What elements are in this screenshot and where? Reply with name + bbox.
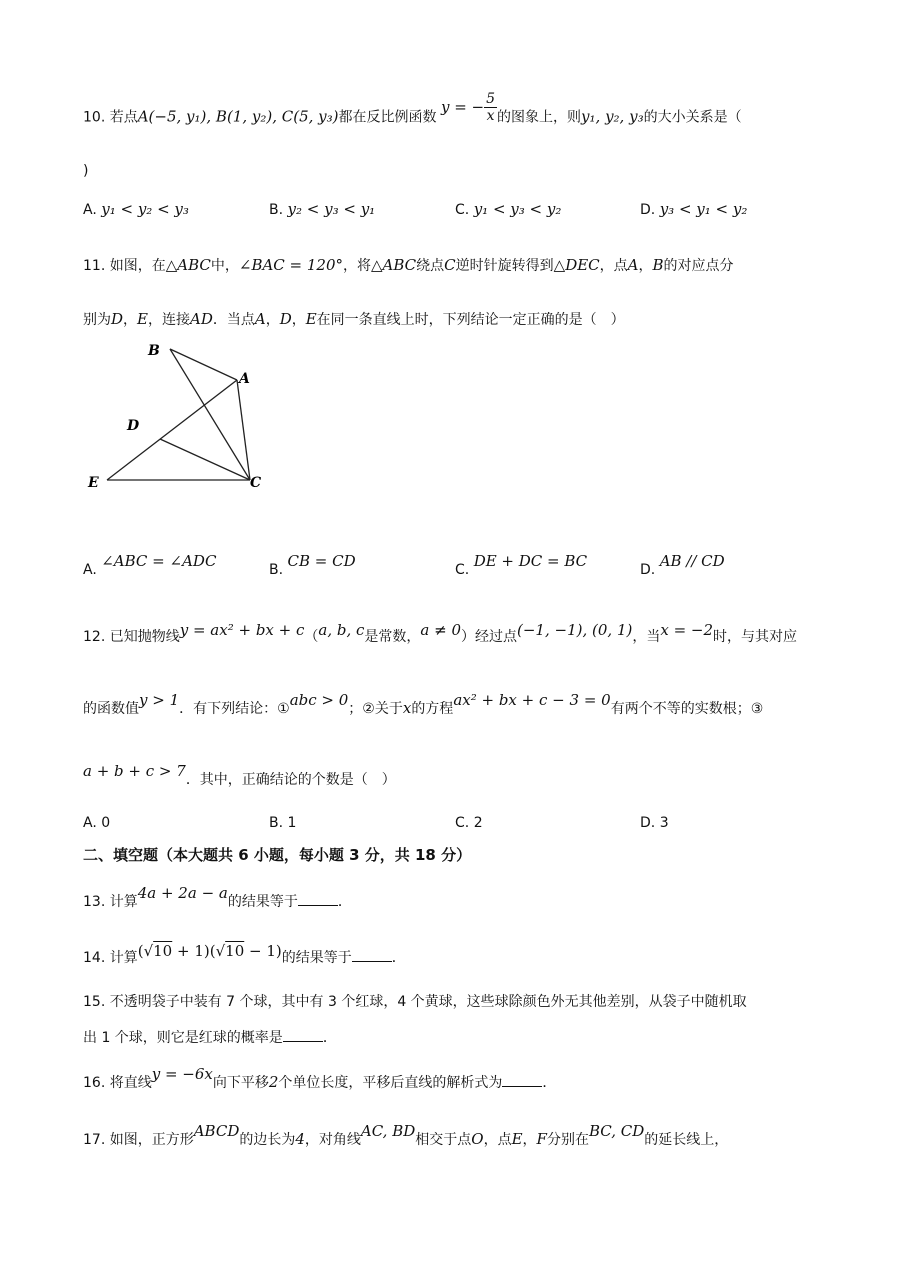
section-title: 二、填空题（本大题共 6 小题，每小题 3 分，共 18 分） [83, 846, 472, 864]
label-C: C [250, 475, 262, 491]
q10-option-b[interactable]: B. y₂ < y₃ < y₁ [269, 200, 376, 218]
q10-points: A(−5, y₁), B(1, y₂), C(5, y₃) [137, 107, 339, 126]
answer-blank[interactable] [502, 1074, 542, 1087]
q10-close: ) [83, 163, 89, 179]
answer-blank[interactable] [298, 893, 338, 906]
q15-line1: 15. 不透明袋子中装有 7 个球，其中有 3 个红球，4 个黄球，这些球除颜色外无其他差别，从袋子中随机取 [83, 994, 747, 1010]
q11-option-b[interactable]: B. CB = CD [269, 552, 356, 578]
q10-function: y = − $\frac{5}{x}$ [440, 91, 496, 124]
q12-option-d[interactable]: D. 3 [640, 815, 669, 831]
label-E: E [88, 475, 99, 491]
q17-line1: 17. 如图，正方形ABCD的边长为4，对角线AC, BD相交于点O，点E，F分别在BC, CD的延长线上， [83, 1122, 729, 1148]
answer-blank[interactable] [283, 1029, 323, 1042]
q14-expr: (√10 + 1)(√10 − 1) [137, 942, 282, 960]
q13: 13. 计算4a + 2a − a的结果等于 ． [83, 884, 352, 910]
q11-option-c[interactable]: C. DE + DC = BC [455, 552, 588, 578]
segment-DC [160, 439, 250, 480]
segment-BC [170, 349, 250, 480]
q12-option-c[interactable]: C. 2 [455, 815, 483, 831]
q12-option-a[interactable]: A. 0 [83, 815, 111, 831]
q10-option-a[interactable]: A. y₁ < y₂ < y₃ [83, 200, 189, 218]
label-B: B [148, 343, 160, 359]
q15-line2: 出 1 个球，则它是红球的概率是 ． [83, 1030, 337, 1046]
label-A: A [239, 371, 250, 387]
answer-blank[interactable] [352, 949, 392, 962]
q11-option-a[interactable]: A. ∠ABC = ∠ADC [83, 552, 217, 578]
q10-vars: y₁, y₂, y₃ [581, 107, 644, 126]
label-D: D [127, 418, 140, 434]
q11-option-d[interactable]: D. AB // CD [640, 552, 725, 578]
q11-line2: 别为D，E，连接AD．当点A，D，E在同一条直线上时，下列结论一定正确的是（ ） [83, 310, 625, 328]
q12-line2: 的函数值y > 1．有下列结论：①abc > 0；②关于x的方程ax² + bx + c − 3 = 0有两个不等的实数根；③ [83, 691, 764, 717]
q16: 16. 将直线y = −6x向下平移2个单位长度，平移后直线的解析式为 ． [83, 1065, 557, 1091]
q12-line1: 12. 已知抛物线y = ax² + bx + c（a, b, c是常数，a ≠ 0）经过点(−1, −1), (0, 1)，当x = −2时，与其对应 [83, 621, 798, 645]
q12-line3: a + b + c > 7．其中，正确结论的个数是（ ） [83, 762, 396, 788]
q14: 14. 计算(√10 + 1)(√10 − 1)的结果等于 ． [83, 942, 406, 966]
q10-line1: 10. 若点A(−5, y₁), B(1, y₂), C(5, y₃)都在反比例函数 y = − $\frac{5}{x}$ 的图象上，则y₁, y₂, y₃的大小关系是（ [83, 91, 742, 126]
q10-option-c[interactable]: C. y₁ < y₃ < y₂ [455, 200, 562, 218]
segment-AC [237, 380, 250, 480]
q11-figure [80, 335, 280, 500]
q11-line1: 11. 如图，在△ABC中，∠BAC = 120°，将△ABC绕点C逆时针旋转得到△DEC，点A，B的对应点分 [83, 256, 734, 274]
q10-option-d[interactable]: D. y₃ < y₁ < y₂ [640, 200, 748, 218]
q12-option-b[interactable]: B. 1 [269, 815, 297, 831]
